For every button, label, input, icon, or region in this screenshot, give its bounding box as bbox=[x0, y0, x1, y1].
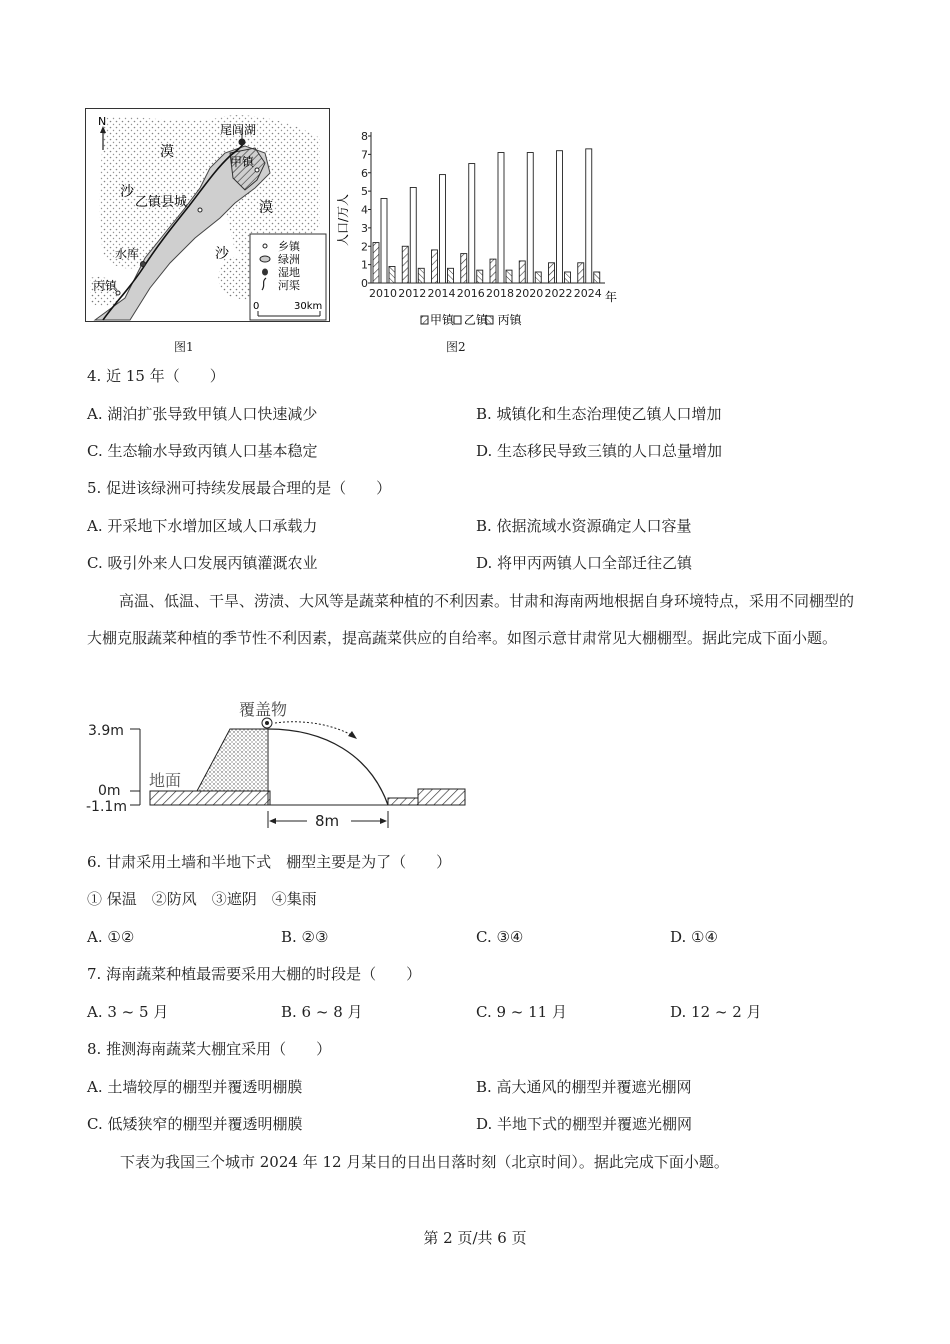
chart-x-axis-unit: 年 bbox=[605, 290, 618, 304]
height-label-zero: 0m bbox=[98, 783, 121, 799]
bar-jia bbox=[461, 254, 467, 283]
scale-distance: 30km bbox=[294, 301, 323, 312]
q5-option-b: B. 依据流域水资源确定人口容量 bbox=[476, 517, 692, 535]
bar-jia bbox=[373, 243, 379, 283]
bar-yi bbox=[498, 153, 504, 283]
chart-x-tick-label: 2020 bbox=[515, 287, 544, 300]
chart-y-tick-label: 7 bbox=[361, 148, 368, 162]
chart-y-tick-label: 2 bbox=[361, 240, 368, 254]
q7-option-d: D. 12 ~ 2 月 bbox=[670, 1003, 762, 1021]
chart-y-tick-label: 4 bbox=[361, 203, 368, 217]
chart-y-tick-label: 8 bbox=[361, 130, 368, 143]
bar-jia bbox=[578, 263, 584, 283]
chart-y-tick-label: 6 bbox=[361, 166, 368, 180]
q5-option-c: C. 吸引外来人口发展丙镇灌溉农业 bbox=[87, 554, 318, 572]
q6-option-c: C. ③④ bbox=[476, 928, 524, 946]
q6-option-d: D. ①④ bbox=[670, 928, 718, 946]
greenhouse-diagram bbox=[85, 695, 470, 835]
chart-x-tick-label: 2014 bbox=[427, 287, 456, 300]
legend-swatch-jia bbox=[421, 316, 428, 324]
map-desert-1-label: 漠 bbox=[160, 144, 174, 160]
q8-option-c: C. 低矮狭窄的棚型并覆透明棚膜 bbox=[87, 1115, 303, 1133]
q5-stem: 5. 促进该绿洲可持续发展最合理的是（ ） bbox=[87, 479, 392, 497]
bar-bing bbox=[594, 272, 600, 283]
bar-bing bbox=[418, 268, 424, 283]
scale-zero: 0 bbox=[253, 301, 260, 312]
q7-stem: 7. 海南蔬菜种植最需要采用大棚的时段是（ ） bbox=[87, 965, 422, 983]
q6-option-b: B. ②③ bbox=[281, 928, 329, 946]
chart-legend-text: 甲镇 乙镇 丙镇 bbox=[430, 313, 522, 327]
map-north-label: N bbox=[98, 115, 107, 128]
ground-label: 地面 bbox=[149, 771, 182, 790]
map-desert-2-label: 漠 bbox=[259, 200, 273, 216]
bar-bing bbox=[535, 272, 541, 283]
legend-town: 乡镇 bbox=[278, 240, 300, 253]
figure1-caption: 图1 bbox=[174, 340, 194, 354]
q5-option-d: D. 将甲丙两镇人口全部迁往乙镇 bbox=[476, 554, 693, 572]
bar-jia bbox=[549, 263, 555, 283]
q8-stem: 8. 推测海南蔬菜大棚宜采用（ ） bbox=[87, 1040, 332, 1058]
q8-option-d: D. 半地下式的棚型并覆遮光棚网 bbox=[476, 1115, 693, 1133]
chart-y-tick-label: 5 bbox=[361, 185, 368, 199]
height-label-top: 3.9m bbox=[88, 723, 124, 739]
height-label-neg: -1.1m bbox=[86, 799, 127, 815]
map-sand-2-label: 沙 bbox=[215, 246, 229, 262]
q4-stem: 4. 近 15 年（ ） bbox=[87, 367, 225, 385]
bar-yi bbox=[469, 164, 475, 283]
chart-y-tick-label: 3 bbox=[361, 221, 368, 235]
bar-jia bbox=[519, 261, 525, 283]
chart-x-tick-label: 2016 bbox=[456, 287, 485, 300]
chart-x-tick-label: 2024 bbox=[573, 287, 602, 300]
map-town-b-label: 乙镇县城 bbox=[135, 195, 188, 210]
q6-stem: 6. 甘肃采用土墙和半地下式 棚型主要是为了（ ） bbox=[87, 853, 452, 871]
q4-option-b: B. 城镇化和生态治理使乙镇人口增加 bbox=[476, 405, 722, 423]
bar-yi bbox=[381, 198, 387, 283]
chart-x-tick-label: 2012 bbox=[398, 287, 427, 300]
intro-paragraph-sunrise: 下表为我国三个城市 2024 年 12 月某日的日出日落时刻（北京时间）。据此完成下面小题。 bbox=[120, 1153, 729, 1171]
bar-jia bbox=[432, 250, 438, 283]
map-town-a-label: 甲镇 bbox=[230, 155, 255, 169]
bar-yi bbox=[557, 151, 563, 283]
bar-yi bbox=[410, 187, 416, 283]
figure2-caption: 图2 bbox=[446, 340, 466, 354]
legend-oasis: 绿洲 bbox=[278, 253, 300, 266]
q7-option-c: C. 9 ~ 11 月 bbox=[476, 1003, 567, 1021]
bar-yi bbox=[586, 149, 592, 283]
chart-x-tick-label: 2018 bbox=[486, 287, 514, 300]
chart-x-tick-label: 2010 bbox=[369, 287, 397, 300]
map-town-c-label: 丙镇 bbox=[93, 279, 118, 293]
chart-y-axis-label: 人口/万人 bbox=[336, 193, 350, 246]
q4-option-c: C. 生态输水导致丙镇人口基本稳定 bbox=[87, 442, 318, 460]
bar-yi bbox=[527, 153, 533, 283]
q8-option-b: B. 高大通风的棚型并覆遮光棚网 bbox=[476, 1078, 692, 1096]
page-footer: 第 2 页/共 6 页 bbox=[423, 1229, 527, 1247]
bar-bing bbox=[389, 266, 395, 283]
legend-river: 河渠 bbox=[278, 279, 300, 292]
bar-bing bbox=[506, 270, 512, 283]
map-sand-1-label: 沙 bbox=[120, 184, 134, 200]
chart-x-tick-label: 2022 bbox=[544, 287, 573, 300]
bar-bing bbox=[565, 272, 571, 283]
figure1-map bbox=[85, 108, 330, 322]
q6-options-line: ① 保温 ②防风 ③遮阴 ④集雨 bbox=[87, 890, 317, 908]
map-lake-label: 尾闾湖 bbox=[220, 123, 257, 137]
cover-label: 覆盖物 bbox=[239, 700, 288, 719]
q7-option-a: A. 3 ~ 5 月 bbox=[87, 1003, 169, 1021]
q5-option-a: A. 开采地下水增加区域人口承载力 bbox=[87, 517, 318, 535]
bar-jia bbox=[490, 259, 496, 283]
chart-y-tick-label: 0 bbox=[361, 277, 368, 290]
bar-jia bbox=[402, 246, 408, 283]
map-reservoir-label: 水库 bbox=[115, 247, 140, 261]
figure2-chart bbox=[335, 128, 625, 333]
q4-option-a: A. 湖泊扩张导致甲镇人口快速减少 bbox=[87, 405, 318, 423]
bar-yi bbox=[440, 175, 446, 283]
intro-paragraph-greenhouse: 高温、低温、干旱、涝渍、大风等是蔬菜种植的不利因素。甘肃和海南两地根据自身环境特点，采用不同棚型的大棚克服蔬菜种植的季节性不利因素，提高蔬菜供应的自给率。如图示意甘肃常见大棚棚型。据此完成下面小题。 bbox=[87, 592, 855, 647]
q4-option-d: D. 生态移民导致三镇的人口总量增加 bbox=[476, 442, 723, 460]
legend-wetland: 湿地 bbox=[278, 266, 300, 279]
bar-bing bbox=[448, 268, 454, 283]
q7-option-b: B. 6 ~ 8 月 bbox=[281, 1003, 363, 1021]
width-label: 8m bbox=[315, 812, 340, 830]
bar-bing bbox=[477, 270, 483, 283]
q8-option-a: A. 土墙较厚的棚型并覆透明棚膜 bbox=[87, 1078, 303, 1096]
chart-y-tick-label: 1 bbox=[361, 258, 368, 272]
q6-option-a: A. ①② bbox=[87, 928, 135, 946]
